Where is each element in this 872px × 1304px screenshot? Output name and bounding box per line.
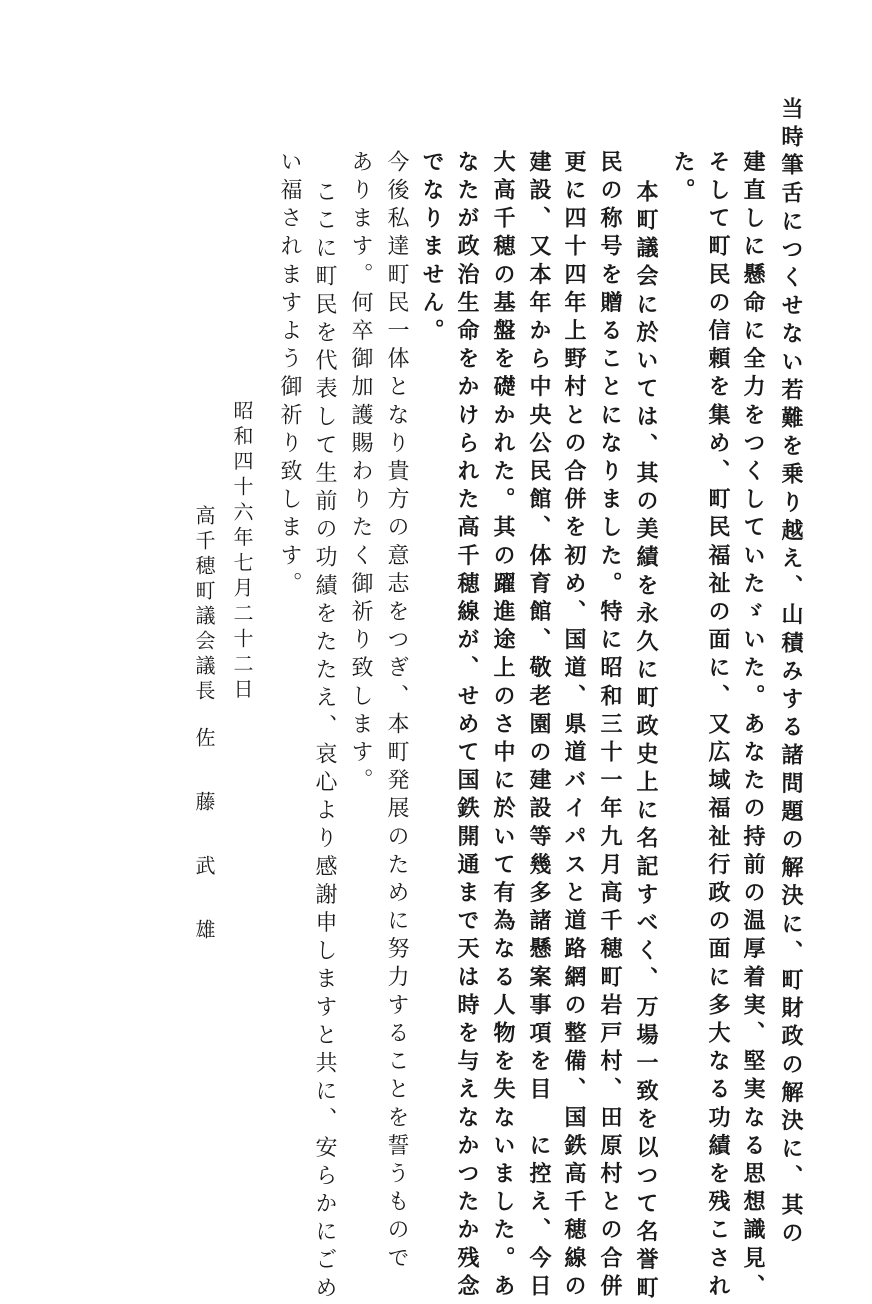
body-line-14: ここに町民を代表して生前の功績をたたえ、哀心より感謝申しますと共に、安らかにごめ [312,180,337,1304]
body-line-12: 今後私達町民一体となり貴方の意志をつぎ、本町発展のために努力することを誓うもので [384,150,409,1274]
body-line-10: なたが政治生命をかけられた高千穂線が、せめて国鉄開通まで天は時を与えなかつたか残念 [454,150,480,1303]
body-line-11: でなりません。 [419,150,445,347]
body-line-1: 当時筆舌につくせない若難を乗り越え、山積みする諸問題の解決に、町財政の解決に、其の [778,97,804,1250]
body-line-15: い福されますよう御祈り致します。 [277,150,302,600]
date-line: 昭和四十六年七月二十二日 [230,400,254,704]
body-line-8: 建設、又本年から中央公民館、体育館、敬老園の建設等幾多諸懸案事項を目 に控え、今日 [526,150,552,1303]
signature-title: 高千穂町議会議長 [192,505,216,705]
signature-name: 佐 藤 武 雄 [192,727,216,951]
body-line-3: そして町民の信頼を集め、町民福祉の面に、又広域福祉行政の面に多大なる功績を残こされ [705,150,731,1303]
body-line-7: 更に四十四年上野村との合併を初め、国道、県道バイパスと道路網の整備、国鉄高千穂線の [561,150,587,1303]
body-line-4: た。 [670,150,696,207]
body-line-13: あります。何卒御加護賜わりたく御祈り致します。 [348,150,373,797]
body-line-9: 大高千穂の基盤を礎かれた。其の躍進途上のさ中に於いて有為なる人物を失ないました。あ [490,150,516,1303]
body-line-5: 本町議会に於いては、其の美績を永久に町政史上に名記すべく、万場一致を以つて名誉町 [633,180,659,1304]
body-line-2: 建直しに懸命に全力をつくしていたゞいた。あなたの持前の温厚着実、堅実なる思想識見、 [740,150,766,1303]
body-line-6: 民の称号を贈ることになりました。特に昭和三十一年九月高千穂町岩戸村、田原村との合併 [597,150,623,1303]
